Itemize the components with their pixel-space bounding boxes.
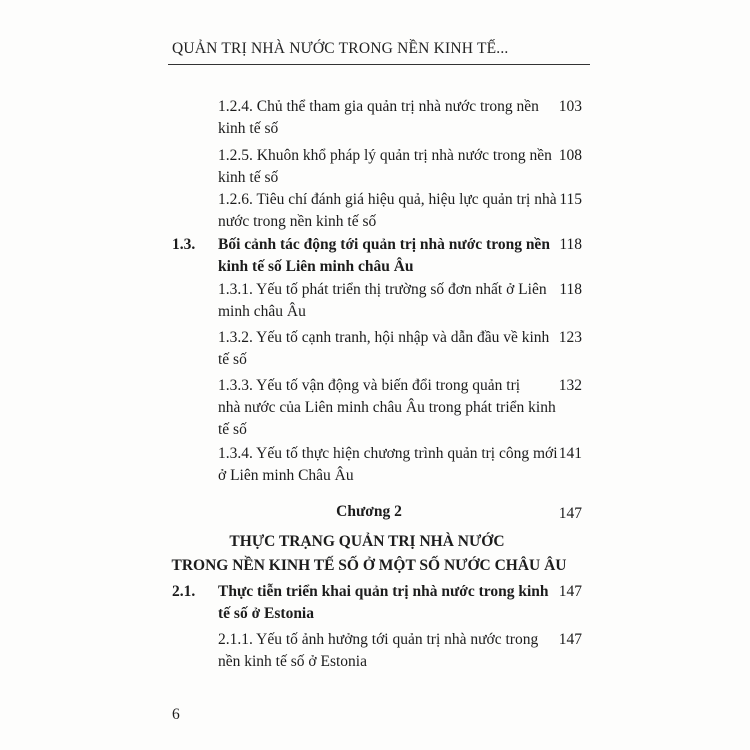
toc-section-number: 2.1. <box>172 583 196 600</box>
toc-entry-text: 2.1.1. Yếu tố ảnh hưởng tới quản trị nhà nước trong <box>218 631 539 648</box>
toc-entry-text: 1.3.1. Yếu tố phát triển thị trường số đơn nhất ở Liên <box>218 281 547 298</box>
toc-entry-text: 1.3.4. Yếu tố thực hiện chương trình quản trị công mới <box>218 445 558 462</box>
toc-page-number: 147 <box>558 583 582 600</box>
toc-entry-text: nhà nước của Liên minh châu Âu trong phát triển kinh <box>218 399 556 416</box>
toc-entry-text: tế số <box>218 351 247 368</box>
header-rule <box>168 64 590 65</box>
toc-page-number: 103 <box>558 98 582 115</box>
toc-page-number: 132 <box>558 377 582 394</box>
toc-entry-text: Bối cảnh tác động tới quản trị nhà nước trong nền <box>218 236 550 253</box>
toc-entry-text: 1.2.6. Tiêu chí đánh giá hiệu quả, hiệu lực quản trị nhà <box>218 191 557 208</box>
toc-page-number: 141 <box>558 445 582 462</box>
toc-entry-text: 1.2.4. Chủ thể tham gia quản trị nhà nước trong nền <box>218 98 539 115</box>
toc-entry-text: kinh tế số Liên minh châu Âu <box>218 258 414 275</box>
toc-entry-text: 1.3.3. Yếu tố vận động và biến đổi trong quản trị <box>218 377 521 394</box>
toc-entry-text: kinh tế số <box>218 169 279 186</box>
toc-entry-text: nước trong nền kinh tế số <box>218 213 377 230</box>
toc-entry-text: tế số <box>218 421 247 438</box>
toc-entry-text: 1.2.5. Khuôn khổ pháp lý quản trị nhà nước trong nền <box>218 147 552 164</box>
toc-page-number: 147 <box>558 631 582 648</box>
chapter-title-line-2: TRONG NỀN KINH TẾ SỐ Ở MỘT SỐ NƯỚC CHÂU ÂU <box>171 557 567 574</box>
running-head: QUẢN TRỊ NHÀ NƯỚC TRONG NỀN KINH TẾ... <box>172 40 509 57</box>
toc-page-number: 115 <box>559 191 582 208</box>
toc-entry-text: nền kinh tế số ở Estonia <box>218 653 367 670</box>
toc-section-number: 1.3. <box>172 236 196 253</box>
toc-entry-text: Thực tiễn triển khai quản trị nhà nước trong kinh <box>218 583 549 600</box>
toc-page-number: 118 <box>559 236 582 253</box>
toc-entry-text: tế số ở Estonia <box>218 605 314 622</box>
chapter-number: Chương 2 <box>336 503 402 520</box>
toc-entry-text: kinh tế số <box>218 120 279 137</box>
toc-entry-text: ở Liên minh Châu Âu <box>218 467 354 484</box>
toc-page-number: 147 <box>558 505 582 522</box>
toc-entry-text: minh châu Âu <box>218 303 306 320</box>
toc-entry-text: 1.3.2. Yếu tố cạnh tranh, hội nhập và dẫn đầu về kinh <box>218 329 550 346</box>
toc-page-number: 108 <box>558 147 582 164</box>
chapter-title-line-1: THỰC TRẠNG QUẢN TRỊ NHÀ NƯỚC <box>229 533 505 550</box>
page-number: 6 <box>172 706 180 723</box>
toc-page-number: 123 <box>558 329 582 346</box>
toc-page-number: 118 <box>559 281 582 298</box>
